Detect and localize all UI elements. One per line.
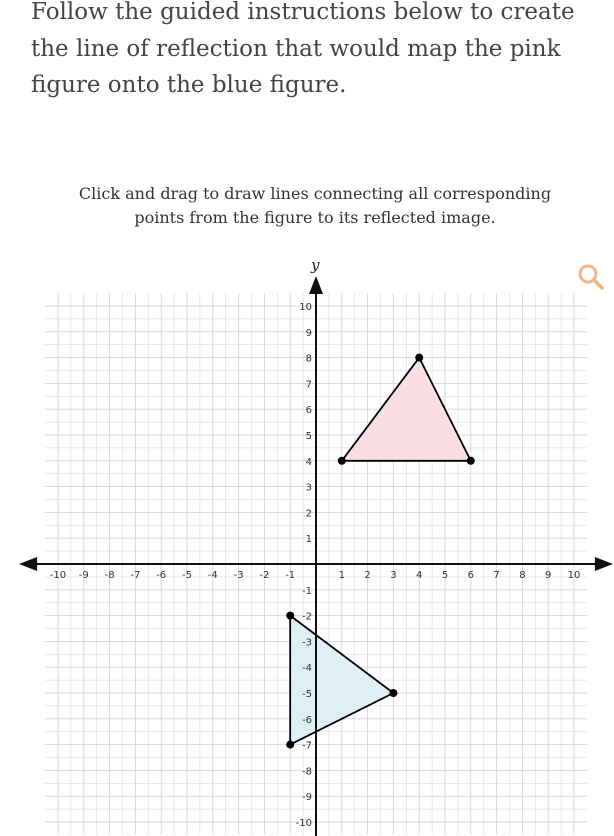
x-tick-label: 3 [390,570,397,581]
drawing-instruction: Click and drag to draw lines connecting all corresponding points from the figure to its reflected image. [78,184,552,227]
y-tick-label: -4 [302,663,312,675]
x-tick-label: -1 [285,570,296,581]
x-tick-label: 6 [467,570,474,581]
x-tick-label: 8 [519,570,526,581]
pink-figure-vertex[interactable] [415,354,423,362]
x-tick-label: -8 [104,570,115,581]
y-tick-label: -3 [302,637,312,649]
y-tick-label: 2 [305,508,312,520]
y-tick-label: 3 [305,482,312,494]
y-tick-label: 6 [305,405,312,417]
y-tick-label: 9 [305,327,312,339]
y-tick-label: -8 [302,766,312,778]
x-tick-label: 2 [364,570,371,581]
y-tick-label: -9 [302,792,312,804]
x-axis-arrow-right [595,557,613,571]
x-tick-label: 9 [545,570,552,581]
y-axis-arrow-up [309,276,323,294]
y-tick-label: 10 [299,302,312,313]
y-tick-label: -7 [302,740,312,752]
x-tick-label: 7 [493,570,500,581]
x-tick-label: 4 [416,570,423,581]
y-tick-label: -6 [302,714,312,726]
x-tick-label: -5 [182,570,192,581]
x-tick-label: -6 [156,570,167,581]
x-tick-label: 1 [338,570,345,581]
question-prompt: Follow the guided instructions below to create the line of reflection that would map the pink figure onto the blue figure. [31,0,575,98]
pink-figure-vertex[interactable] [467,457,475,465]
y-axis-label: y [311,256,320,274]
blue-figure-vertex[interactable] [389,689,397,697]
x-tick-label: -4 [207,570,218,581]
pink-figure-vertex[interactable] [338,457,346,465]
x-axis-arrow-left [19,557,37,571]
coordinate-plane[interactable] [0,250,614,836]
y-tick-label: 1 [305,534,312,546]
y-tick-label: -10 [295,818,312,829]
x-tick-label: -3 [233,570,244,581]
y-tick-label: -2 [302,611,312,623]
y-tick-label: -5 [302,689,312,700]
y-tick-label: 5 [305,431,312,442]
axes [19,256,614,836]
blue-figure-vertex[interactable] [286,612,294,620]
blue-figure-vertex[interactable] [286,741,294,749]
x-tick-label: 10 [567,570,581,581]
x-tick-label: -2 [259,570,270,581]
y-tick-label: 8 [305,353,312,365]
x-tick-label: 5 [441,570,449,581]
x-tick-label: -7 [130,570,141,581]
y-tick-label: 4 [305,456,312,468]
y-tick-label: -1 [302,585,312,597]
x-tick-label: -10 [49,570,67,581]
x-tick-label: -9 [78,570,89,581]
y-tick-label: 7 [305,379,312,391]
